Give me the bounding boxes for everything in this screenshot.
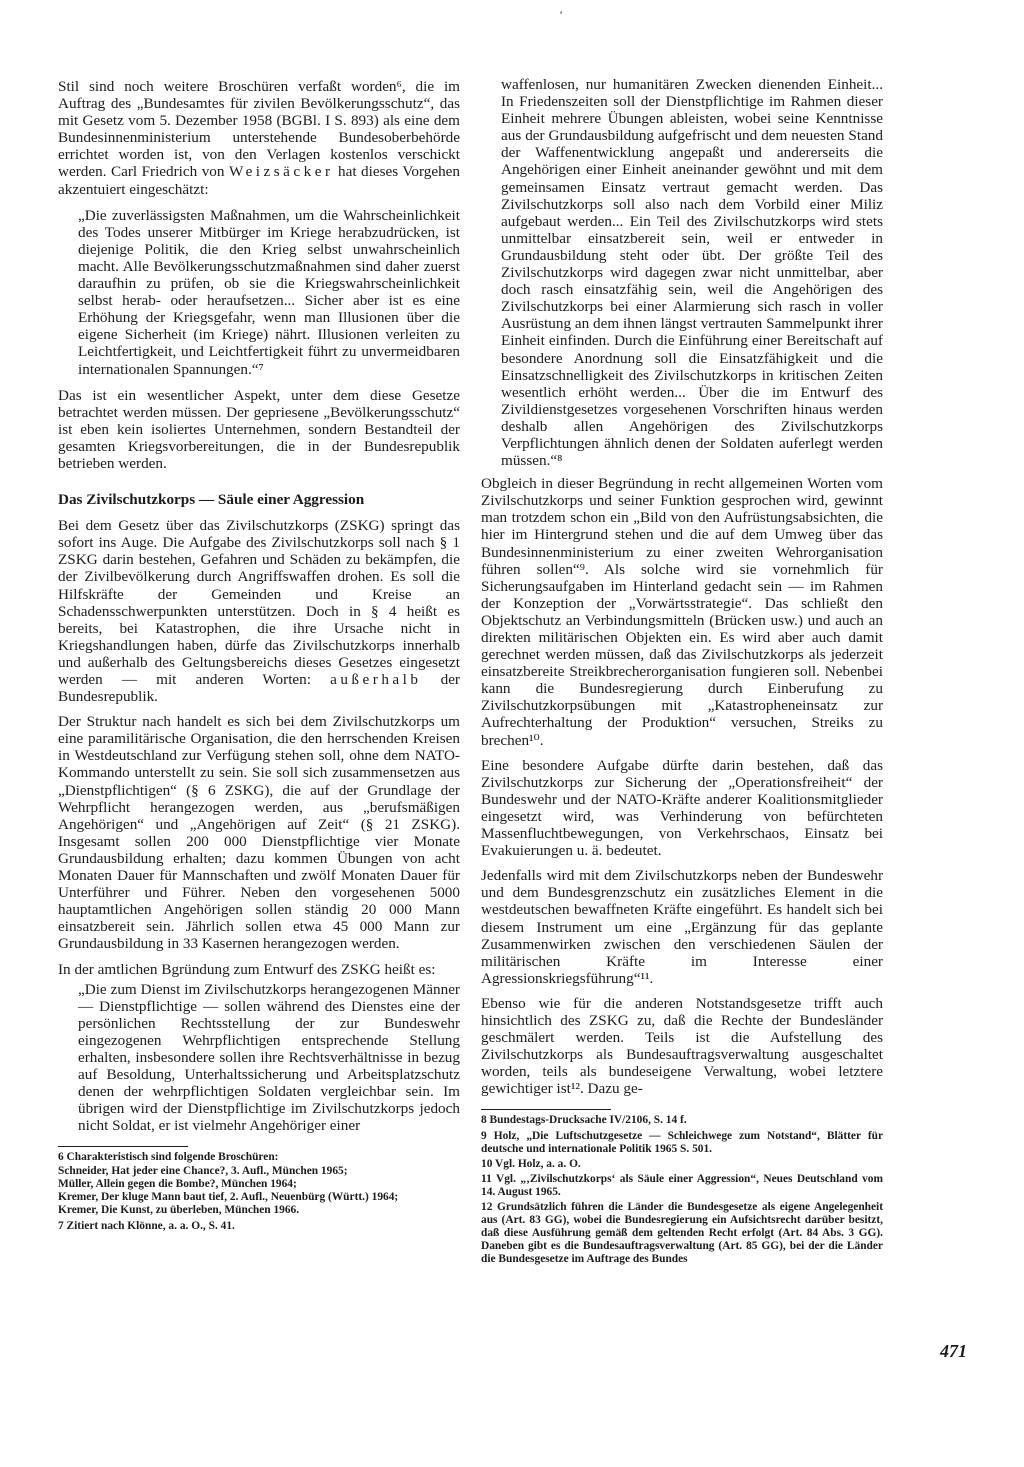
footnote-rule: [481, 1109, 611, 1110]
paragraph-obgleich: Obgleich in dieser Begründung in recht allgemeinen Worten vom Zivilschutzkorps und seiner Funktion gesprochen wird, gewinnt man trotzdem schon ein „Bild von den Aufrüstungsabsichten, die hier im Hintergrund stehen und die auf dem Umweg über das Bundesinnenministerium zu einer zweiten Wehrorganisation führen sollen“⁹. Als solche wird sie vornehmlich für Sicherungsaufgaben im Hinterland gedacht sein — im Rahmen der Konzeption der „Vorwärtsstrategie“. Das schließt den Objektschutz an Verbindungsmitteln (Brücken usw.) und auch an direkten militärischen Objekten ein. Es wird aber auch damit gerechnet werden müssen, daß das Zivilschutzkorps als jederzeit einsatzbereite Streikbrecherorganisation fungieren soll. Nebenbei kann die Bundesregierung durch Einberufung zu Zivilschutzkorpsübungen mit „Katastropheneinsatz zur Aufrechterhaltung der Produktion“ versuchen, Streiks zu brechen¹⁰.: [481, 475, 883, 749]
quote-continuation: waffenlosen, nur humanitären Zwecken dienenden Einheit... In Friedenszeiten soll der Dienstpflichtige im Rahmen dieser Einheit mehrere Übungen ableisten, wobei seine Kenntnisse aus der Grundausbildung aufgefrischt und dem neuesten Stand der Waffenentwicklung angepaßt und andererseits die Angehörigen einer Einheit aneinander gewöhnt und mit dem gemeinsamen Einsatz vertraut gemacht werden. Das Zivilschutzkorps soll also nach dem Vorbild einer Miliz aufgebaut werden... Ein Teil des Zivilschutzkorps wird stets unmittelbar einsatzbereit sein, weil er entweder in Grundausbildung steht oder übt. Der größte Teil des Zivilschutzkorps wird dagegen zwar nicht unmittelbar, aber doch rasch einsatzfähig sein, weil die Angehörigen des Zivilschutzkorps bei einer Alarmierung sich rasch in voller Ausrüstung an dem ihnen längst vertrauten Sammelpunkt ihrer Einheit einfinden. Durch die Einführung einer Bereitschaft auf besondere Anordnung soll die Einsatzfähigkeit und die Einsatzschnelligkeit des Zivilschutzkorps in kritischen Zeiten wesentlich erhöht werden... Über die im Entwurf des Zivildienstgesetzes vorgesehenen Vorschriften hinaus werden deshalb allen Angehörigen des Zivilschutzkorps Verpflichtungen ähnlich denen der Soldaten auferlegt werden müssen.“⁸: [501, 76, 883, 470]
spaced-word: außerhalb: [330, 671, 422, 688]
footnote: Kremer, Die Kunst, zu überleben, München 1966.: [58, 1203, 300, 1216]
footnote: 9 Holz, „Die Luftschutzgesetze — Schleichwege zum Notstand“, Blätter für deutsche und internationale Politik 1965 S. 501.: [481, 1129, 883, 1155]
footnote: Kremer, Der kluge Mann baut tief, 2. Aufl., Neuenbürg (Württ.) 1964;: [58, 1190, 399, 1203]
footnote: 10 Vgl. Holz, a. a. O.: [481, 1157, 581, 1170]
left-column: [58, 78, 460, 1233]
quote-begruendung: „Die zum Dienst im Zivilschutzkorps herangezogenen Männer — Dienstpflichtige — sollen während des Dienstes eine der persönlichen Rechtsstellung der zur Bundeswehr eingezogenen Wehrpflichtigen entsprechende Stellung erhalten, insbesondere sollen ihre Rechtsverhältnisse in bezug auf Besoldung, Unterhaltssicherung und Arbeitsplatzschutz denen der wehrpflichtigen Soldaten vergleichbar sein. Im übrigen wird der Dienstpflichtige im Zivilschutzkorps jedoch nicht Soldat, er ist vielmehr Angehöriger einer: [78, 980, 460, 1135]
footnote: 12 Grundsätzlich führen die Länder die Bundesgesetze als eigene Angelegenheit aus (Art. 83 GG), wobei die Bundesregierung ein Aufsichtsrecht darüber besitzt, daß diese Ausführung gemäß dem geltenden Recht erfolgt (Art. 84 Abs. 3 GG). Daneben gibt es die Bundesauftragsverwaltung (Art. 85 GG), bei der die Länder die Bundesgesetze im Auftrage des Bundes: [481, 1201, 883, 1266]
section-heading: Das Zivilschutzkorps — Säule einer Aggression: [58, 491, 365, 509]
footnote-rule: [58, 1146, 188, 1147]
spaced-name: Weizsäcker: [228, 163, 334, 181]
paragraph-intro: Stil sind noch weitere Broschüren verfaßt worden⁶, die im Auftrag des „Bundesamtes für zivilen Bevölkerungsschutz“, das mit Gesetz vom 5. Dezember 1958 (BGBl. I S. 893) als eine dem Bundesinnenministerium unterstehende Bundesoberbehörde errichtet worden ist, von den Verlagen kostenlos verschickt werden. Carl Friedrich von Weizsäcker hat dieses Vorgehen akzentuiert eingeschätzt:: [58, 78, 461, 198]
footnote: Müller, Allein gegen die Bombe?, München 1964;: [58, 1177, 297, 1190]
footnotes-left: [58, 1151, 460, 1233]
paragraph-ebenso: Ebenso wie für die anderen Notstandsgesetze trifft auch hinsichtlich des ZSKG zu, daß die Rechte der Bundesländer geschmälert werden. Teils ist die Aufstellung des Zivilschutzkorps als Bundesauftragsverwaltung ausgeschaltet worden, teils als bundeseigene Verwaltung, wobei letztere gewichtiger ist¹². Dazu ge-: [481, 994, 883, 1098]
scan-mark: ': [560, 8, 563, 22]
footnote: Schneider, Hat jeder eine Chance?, 3. Aufl., München 1965;: [58, 1164, 348, 1177]
paragraph-aufgabe: Eine besondere Aufgabe dürfte darin bestehen, daß das Zivilschutzkorps zur Sicherung der „Operationsfreiheit“ der Bundeswehr und der NATO-Kräfte anderer Koalitionsmitglieder eingesetzt wird, was Verhinderung von befürchteten Massenfluchtbewegungen, von Verkehrschaos, Einsatz bei Evakuierungen u. ä. bedeutet.: [481, 756, 883, 860]
paragraph-zskg: Bei dem Gesetz über das Zivilschutzkorps (ZSKG) springt das sofort ins Auge. Die Aufgabe des Zivilschutzkorps soll nach § 1 ZSKG darin bestehen, Gefahren und Schäden zu bekämpfen, die der Zivilbevölkerung durch Angriffswaffen drohen. Es soll die Hilfskräfte der Gemeinden und Kreise an Schadensschwerpunkten unterstützen. Doch in § 4 heißt es bereits, bei Katastrophen, die ihre Ursache nicht in Kriegshandlungen haben, dürfe das Zivilschutzkorps innerhalb und außerhalb des Geltungsbereichs dieses Gesetzes eingesetzt werden — mit anderen Worten: außerhalb der Bundesrepublik.: [58, 517, 460, 706]
footnote: 11 Vgl. „‚Zivilschutzkorps‘ als Säule einer Aggression“, Neues Deutschland vom 14. August 1965.: [481, 1172, 883, 1198]
footnote: 8 Bundestags-Drucksache IV/2106, S. 14 f.: [481, 1114, 687, 1127]
footnotes-right: [481, 1114, 883, 1266]
paragraph-jedenfalls: Jedenfalls wird mit dem Zivilschutzkorps neben der Bundeswehr und dem Bundesgrenzschutz ein zusätzliches Element in die westdeutschen bewaffneten Kräfte eingeführt. Es handelt sich bei diesem Instrument um eine „Ergänzung für das geplante Zusammenwirken zwischen den verschiedenen Säulen der militärischen Kräfte im Interesse einer Agressionskriegsführung“¹¹.: [481, 867, 883, 987]
paragraph-begruendung: In der amtlichen Bgründung zum Entwurf des ZSKG heißt es:: [58, 960, 436, 978]
footnote: 6 Charakteristisch sind folgende Broschüren:: [58, 1151, 279, 1164]
right-column: [481, 76, 883, 1268]
footnote: 7 Zitiert nach Klönne, a. a. O., S. 41.: [58, 1219, 235, 1232]
quote-weizsaecker: „Die zuverlässigsten Maßnahmen, um die Wahrscheinlichkeit des Todes unserer Mitbürger im Kriege herabzudrücken, ist diejenige Politik, die den Krieg selbst unwahrscheinlich macht. Alle Bevölkerungsschutzmaßnahmen sind daher zuerst daraufhin zu prüfen, ob sie die Kriegswahrscheinlichkeit selbst herab- oder heraufsetzen... Sicher aber ist es eine Erhöhung der Kriegsgefahr, wenn man Illusionen über die eigene Sicherheit (im Kriege) nährt. Illusionen verleiten zu Leichtfertigkeit, und Leichtfertigkeit führt zu unvermeidbaren internationalen Spannungen.“⁷: [78, 206, 460, 378]
paragraph-structure: Der Struktur nach handelt es sich bei dem Zivilschutzkorps um eine paramilitärische Organisation, die den herrschenden Kreisen in Westdeutschland zur Verfügung stehen soll, ohne dem NATO-Kommando unterstellt zu sein. Sie soll sich zusammensetzen aus „Dienstpflichtigen“ (§ 6 ZSKG), die auf der Grundlage der Wehrpflicht herangezogen werden, aus „berufsmäßigen Angehörigen“ und „Angehörigen auf Zeit“ (§ 21 ZSKG). Insgesamt sollen 200 000 Dienstpflichtige vier Monate Grundausbildung erhalten; dazu kommen Übungen von acht Monaten Dauer für Mannschaften und zwölf Monaten Dauer für Unterführer und Führer. Neben den vorgesehenen 5000 hauptamtlichen Angehörigen sollen ständig 20 000 Mann einsatzbereit sein. Jährlich sollen etwa 45 000 Mann zur Grundausbildung in 33 Kasernen herangezogen werden.: [58, 713, 460, 953]
page-number: 471: [940, 1341, 967, 1361]
paragraph-aspect: Das ist ein wesentlicher Aspekt, unter dem diese Gesetze betrachtet werden müssen. Der gepriesene „Bevölkerungsschutz“ ist eben kein isoliertes Unternehmen, sondern Bestandteil der gesamten Kriegsvorbereitungen, die in der Bundesrepublik betrieben werden.: [58, 386, 460, 472]
